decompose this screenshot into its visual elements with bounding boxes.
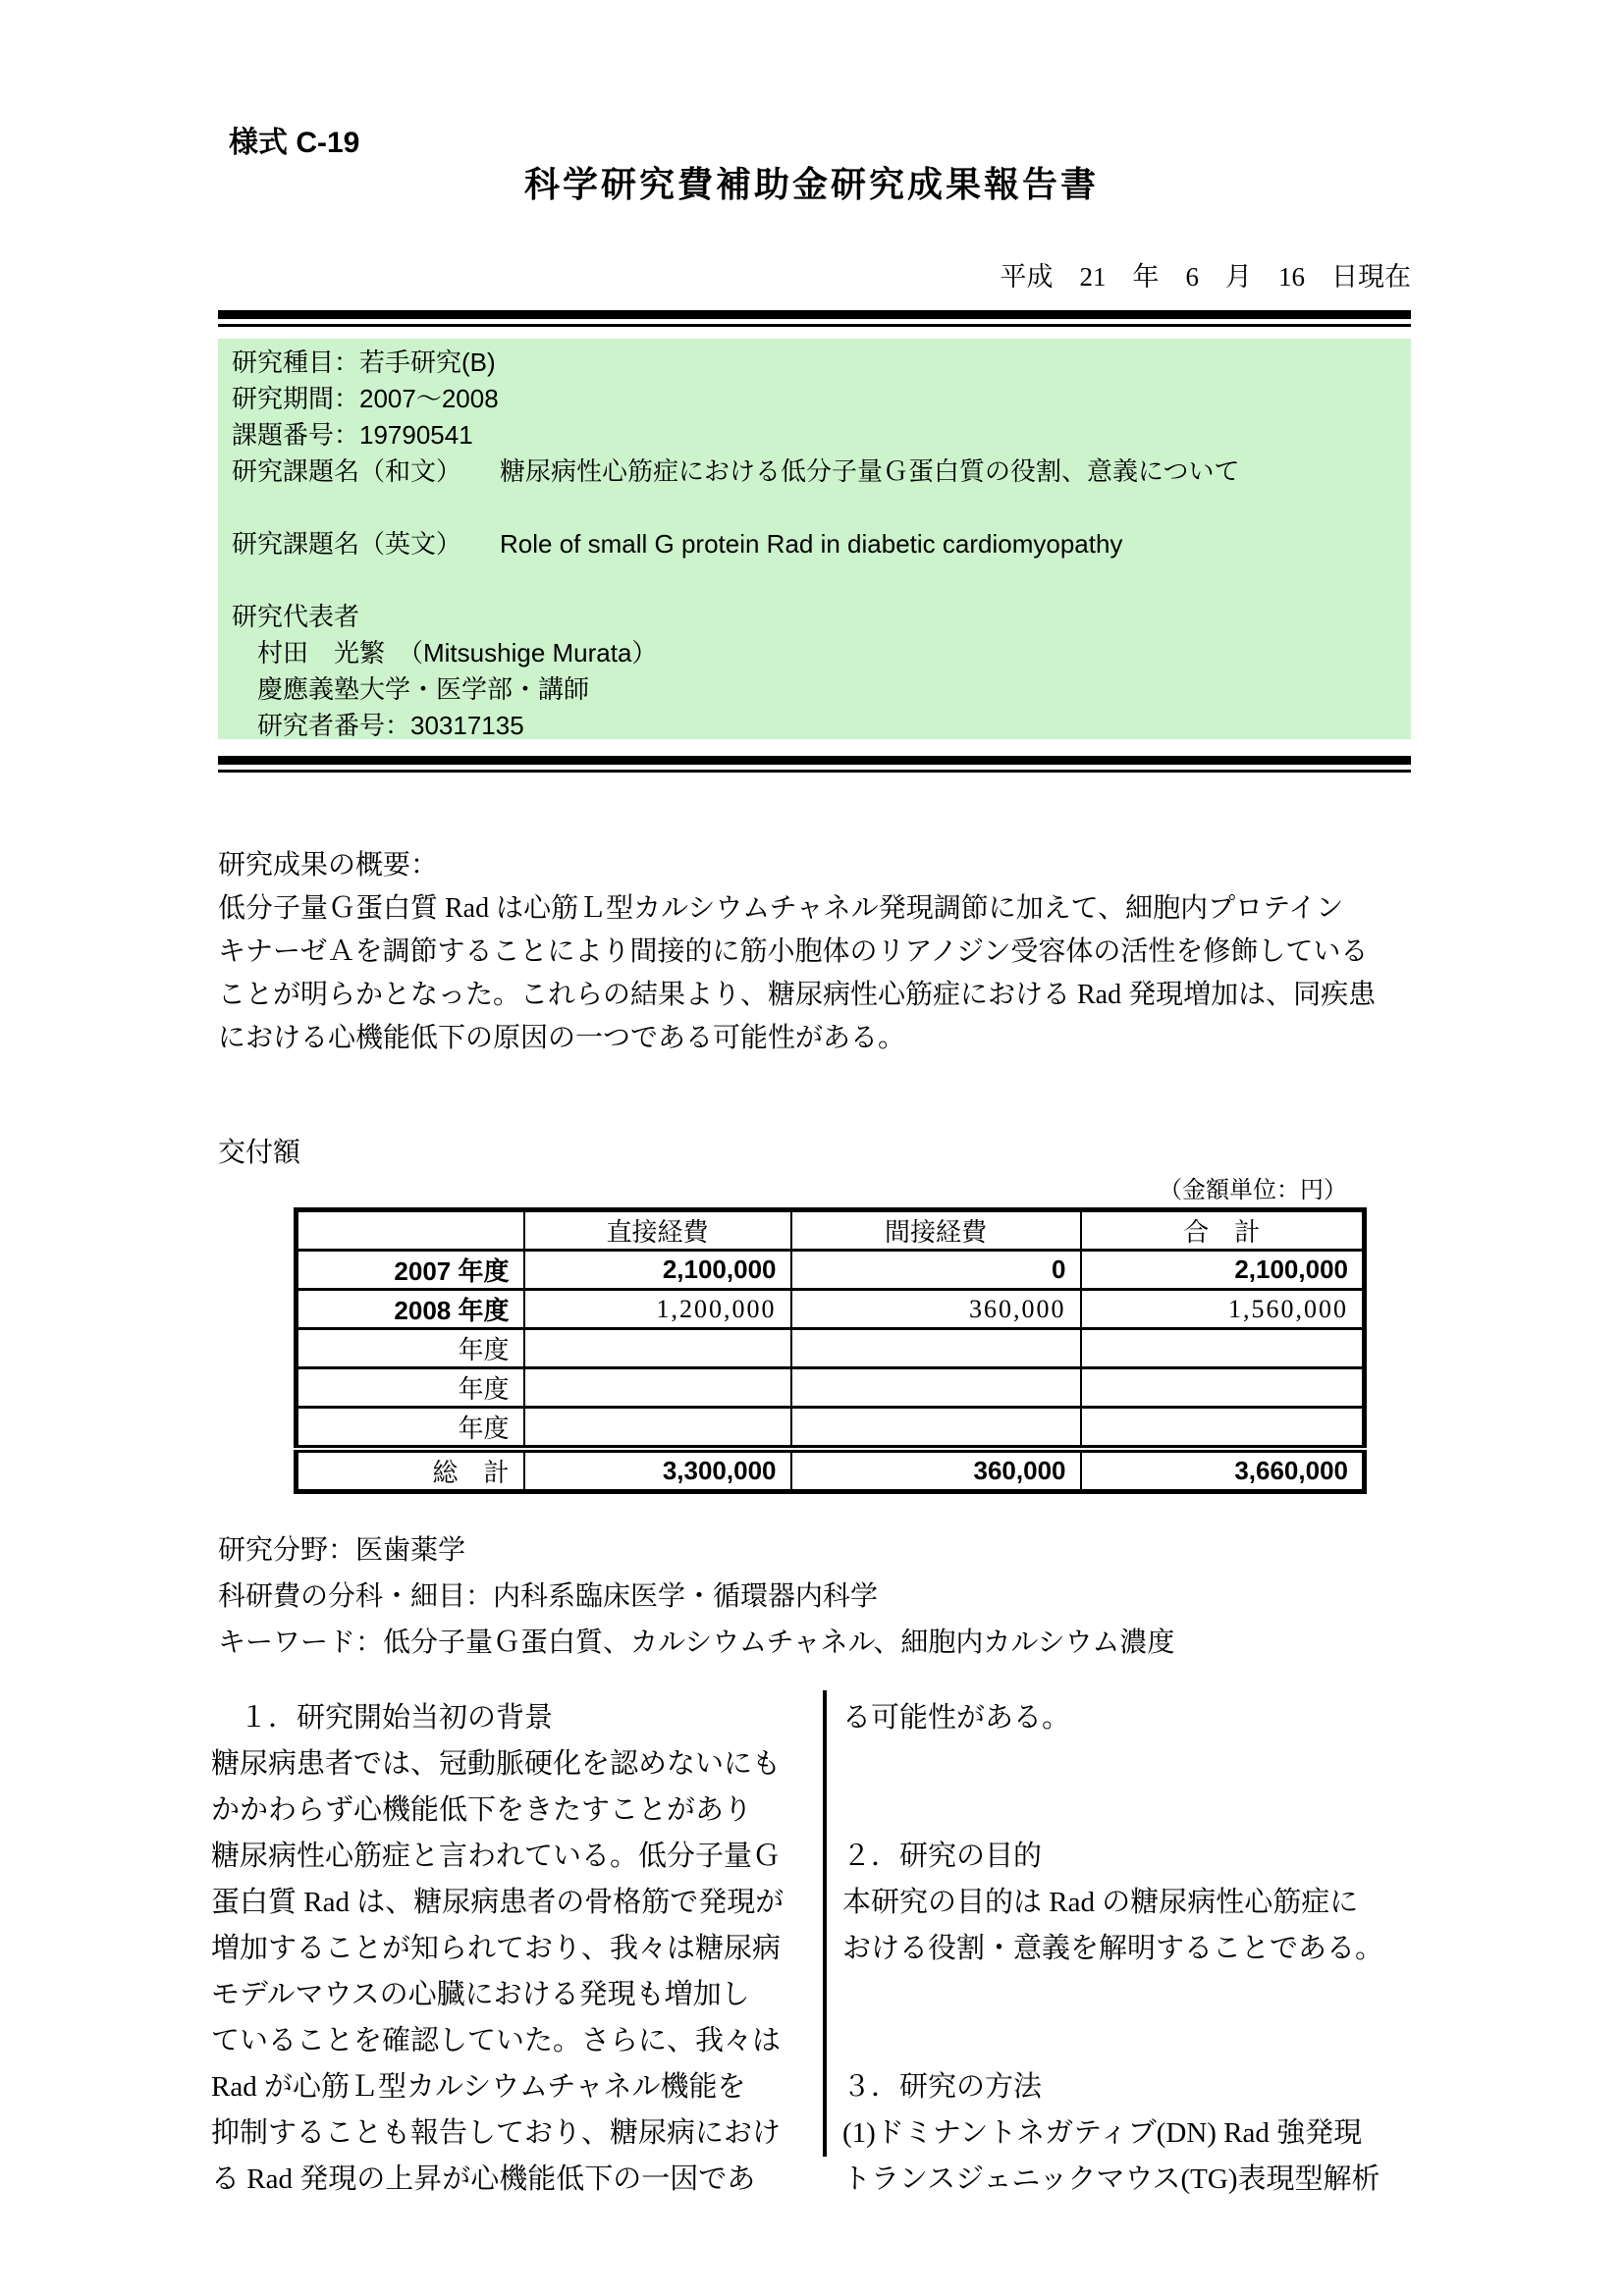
- body-line: [842, 2018, 1422, 2064]
- summary-section: [218, 844, 1421, 1060]
- header-cell: 間接経費: [791, 1210, 1081, 1251]
- info-line: 研究代表者: [232, 602, 360, 631]
- year-cell: 年度: [297, 1329, 524, 1368]
- info-line: 課題番号：19790541: [232, 420, 473, 450]
- indirect-cost-total-cell: 360,000: [791, 1449, 1081, 1492]
- year-cell: 年度: [297, 1408, 524, 1450]
- field-line: 研究分野：医歯薬学: [218, 1535, 466, 1566]
- total-cost-cell: [1081, 1368, 1365, 1408]
- year-cell: 2008 年度: [297, 1290, 524, 1329]
- bottom-double-rule: [218, 756, 1411, 773]
- table-header-row: [297, 1210, 1365, 1251]
- form-code: 様式 C-19: [229, 127, 360, 159]
- info-line: 村田 光繁 （Mitsushige Murata）: [232, 638, 658, 667]
- date-line: 平成 21 年 6 月 16 日現在: [1000, 262, 1411, 292]
- total-cost-cell: [1081, 1329, 1365, 1368]
- page-title: 科学研究費補助金研究成果報告書: [523, 164, 1099, 204]
- body-line: 増加することが知られており、我々は糖尿病: [211, 1933, 782, 1964]
- year-cell: 2007 年度: [297, 1251, 524, 1290]
- info-line: 研究期間：2007～2008: [232, 384, 499, 413]
- table-row: [297, 1251, 1365, 1290]
- body-line: る Rad 発現の上昇が心機能低下の一因であ: [211, 2163, 756, 2195]
- body-line: トランスジェニックマウス(TG)表現型解析: [842, 2163, 1380, 2195]
- body-line: [842, 1972, 1422, 2018]
- rule-thin: [218, 324, 1411, 327]
- info-line: 研究課題名（和文） 糖尿病性心筋症における低分子量Ｇ蛋白質の役割、意義について: [232, 456, 1240, 486]
- funding-table: [294, 1207, 1367, 1494]
- info-line: 研究課題名（英文） Role of small G protein Rad in diabetic cardiomyopathy: [232, 529, 1123, 559]
- direct-cost-cell: [524, 1368, 791, 1408]
- body-line: る可能性がある。: [842, 1702, 1071, 1734]
- body-line: おける役割・意義を解明することである。: [842, 1933, 1384, 1964]
- body-line: [842, 1788, 1422, 1834]
- rule-thick: [218, 310, 1411, 319]
- body-line: (1)ドミナントネガティブ(DN) Rad 強発現: [842, 2117, 1363, 2149]
- year-cell: 年度: [297, 1368, 524, 1408]
- table-row: [297, 1329, 1365, 1368]
- total-cost-cell: [1081, 1408, 1365, 1450]
- indirect-cost-cell: [791, 1368, 1081, 1408]
- unit-note: （金額単位：円）: [1159, 1178, 1347, 1203]
- summary-body: [218, 887, 1421, 1060]
- body-line: Rad が心筋Ｌ型カルシウムチャネル機能を: [211, 2071, 746, 2103]
- grand-total-label-cell: 総 計: [297, 1449, 524, 1492]
- field-line: 科研費の分科・細目：内科系臨床医学・循環器内科学: [218, 1581, 879, 1612]
- info-line: [232, 490, 1411, 526]
- table-total-row: [297, 1449, 1365, 1492]
- table-row: [297, 1368, 1365, 1408]
- direct-cost-cell: [524, 1329, 791, 1368]
- funding-section-label: 交付額: [218, 1138, 301, 1168]
- indirect-cost-cell: 0: [791, 1251, 1081, 1290]
- indirect-cost-cell: 360,000: [791, 1290, 1081, 1329]
- summary-line: キナーゼＡを調節することにより間接的に筋小胞体のリアノジン受容体の活性を修飾している: [218, 936, 1369, 967]
- info-line: 慶應義塾大学・医学部・講師: [232, 674, 590, 704]
- info-line: 研究者番号：30317135: [232, 711, 524, 740]
- fields-section: [218, 1527, 1421, 1666]
- left-column: [211, 1695, 818, 2203]
- total-cost-cell: 2,100,000: [1081, 1251, 1365, 1290]
- info-line: [232, 562, 1411, 599]
- body-line: モデルマウスの心臓における発現も増加し: [211, 1979, 750, 2010]
- grand-total-cell: 3,660,000: [1081, 1449, 1365, 1492]
- header-cell: 合 計: [1081, 1210, 1365, 1251]
- indirect-cost-cell: [791, 1329, 1081, 1368]
- summary-line: 低分子量Ｇ蛋白質 Rad は心筋Ｌ型カルシウムチャネル発現調節に加えて、細胞内プロテイン: [218, 893, 1344, 924]
- rule-thin: [218, 770, 1411, 773]
- field-line: キーワード：低分子量Ｇ蛋白質、カルシウムチャネル、細胞内カルシウム濃度: [218, 1628, 1175, 1658]
- body-line: ていることを確認していた。さらに、我々は: [211, 2025, 782, 2056]
- body-line: 糖尿病性心筋症と言われている。低分子量Ｇ: [211, 1841, 782, 1872]
- summary-heading: 研究成果の概要：: [218, 850, 439, 881]
- header-cell: [297, 1210, 524, 1251]
- total-cost-cell: 1,560,000: [1081, 1290, 1365, 1329]
- top-double-rule: [218, 310, 1411, 327]
- research-info-box: [218, 339, 1411, 739]
- body-line: 本研究の目的は Rad の糖尿病性心筋症に: [842, 1887, 1359, 1918]
- body-line: ２．研究の目的: [842, 1841, 1043, 1872]
- indirect-cost-cell: [791, 1408, 1081, 1450]
- direct-cost-total-cell: 3,300,000: [524, 1449, 791, 1492]
- direct-cost-cell: [524, 1408, 791, 1450]
- body-line: 糖尿病患者では、冠動脈硬化を認めないにも: [211, 1748, 782, 1780]
- direct-cost-cell: 1,200,000: [524, 1290, 791, 1329]
- column-divider: [823, 1690, 827, 2157]
- summary-line: ことが明らかとなった。これらの結果より、糖尿病性心筋症における Rad 発現増加は、同疾患: [218, 980, 1377, 1010]
- table-row: [297, 1290, 1365, 1329]
- direct-cost-cell: 2,100,000: [524, 1251, 791, 1290]
- body-line: ３．研究の方法: [842, 2071, 1043, 2103]
- body-line: 蛋白質 Rad は、糖尿病患者の骨格筋で発現が: [211, 1887, 784, 1918]
- funding-table-wrap: [294, 1207, 1367, 1494]
- summary-line: における心機能低下の原因の一つである可能性がある。: [218, 1023, 906, 1053]
- table-row: [297, 1408, 1365, 1450]
- body-line: 抑制することも報告しており、糖尿病におけ: [211, 2117, 782, 2149]
- body-line: かかわらず心機能低下をきたすことがあり: [211, 1794, 753, 1826]
- body-line: １．研究開始当初の背景: [211, 1702, 554, 1734]
- info-line: 研究種目：若手研究(B): [232, 347, 496, 377]
- body-line: [842, 1741, 1422, 1788]
- right-column: [842, 1695, 1422, 2203]
- header-cell: 直接経費: [524, 1210, 791, 1251]
- rule-thick: [218, 756, 1411, 765]
